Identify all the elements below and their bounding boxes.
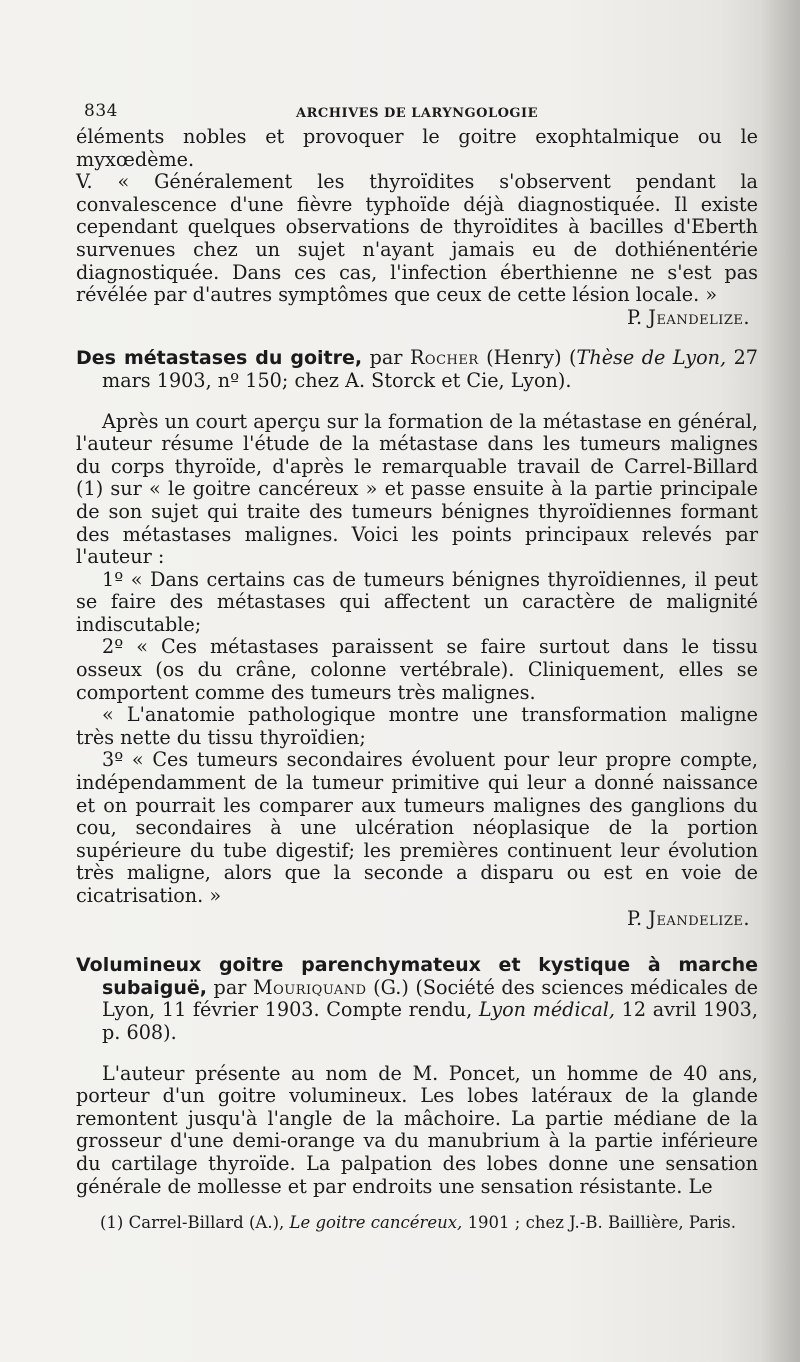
page-content	[76, 92, 758, 1233]
title-author-first: (G.)	[373, 975, 409, 999]
gutter-shadow	[760, 0, 800, 1362]
source-open: (	[569, 346, 577, 370]
footnote-rest: 1901 ; chez J.-B. Baillière, Paris.	[467, 1213, 736, 1233]
page-header	[76, 92, 758, 126]
signature-name: Jeandelize.	[648, 305, 750, 329]
point-two-paragraph: 2º « Ces métastases paraissent se faire surtout dans le tissu osseux (os du crâne, colonne vertébrale). Cliniquement, elles se comportent comme des tumeurs très malignes.	[76, 635, 758, 704]
title-author-first: (Henry)	[486, 346, 562, 370]
intro-paragraph: Après un court aperçu sur la formation de la métastase en général, l'auteur résume l'étude de la métastase dans les tumeurs malignes du corps thyroïde, d'après le remarquable travail de Carrel-Billard (1) sur « le goitre cancéreux » et passe ensuite à la partie principale de son sujet qui traite des tumeurs bénignes thyroïdiennes formant des métastases malignes. Voici les points principaux relevés par l'auteur :	[76, 409, 758, 569]
footnote	[76, 1212, 758, 1233]
spacer	[76, 1045, 758, 1063]
spacer	[76, 393, 758, 411]
signature-name: Jeandelize.	[648, 906, 750, 930]
source-italic: Thèse de Lyon,	[576, 346, 727, 370]
footnote-marker: (1)	[100, 1213, 124, 1233]
footnote-text	[76, 1212, 758, 1233]
point-two-b-paragraph: « L'anatomie pathologique montre une transformation maligne très nette du tissu thyroïdien;	[76, 703, 758, 749]
continued-paragraph: éléments nobles et provoquer le goitre exophtalmique ou le myxœdème.	[76, 125, 758, 171]
title-by: par	[213, 975, 247, 999]
footnote-title: Le goitre cancéreux,	[289, 1213, 463, 1233]
point-three-paragraph: 3º « Ces tumeurs secondaires évoluent pour leur propre compte, indépendamment de la tumeur primitive qui leur a donné naissance et on pourrait les comparer aux tumeurs malignes des ganglions du cou, secondaires à une ulcération néoplasique de la portion supérieure du tube digestif; les premières continuent leur évolution très maligne, alors que la seconde a disparu ou est en voie de cicatrisation. »	[76, 748, 758, 907]
signature-1	[76, 307, 758, 330]
article-title-metastases	[76, 347, 758, 392]
title-author: Mouriquand	[252, 975, 367, 999]
title-by: par	[369, 346, 403, 370]
page-number: 834	[84, 101, 118, 121]
running-title: ARCHIVES DE LARYNGOLOGIE	[296, 106, 538, 121]
point-one-paragraph: 1º « Dans certains cas de tumeurs bénignes thyroïdiennes, il peut se faire des métastases qui affectent un caractère de malignité indiscutable;	[76, 567, 758, 636]
article-title-goitre	[76, 954, 758, 1044]
signature-initial: P.	[627, 305, 643, 329]
title-bold: Des métastases du goitre,	[76, 347, 363, 370]
goitre-body-paragraph: L'auteur présente au nom de M. Poncet, un homme de 40 ans, porteur d'un goitre volumineux. Les lobes latéraux de la glande remontent jusqu'à l'angle de la mâchoire. La partie médiane de la grosseur d'une demi-orange va du manubrium à la partie inférieure du cartilage thyroïde. La palpation des lobes donne une sensation générale de mollesse et par endroits une sensation résistante. Le	[76, 1061, 758, 1198]
signature-2	[76, 908, 758, 931]
source-rest: 12 avril 1903, p. 608).	[102, 998, 758, 1044]
footnote-author: Carrel-Billard (A.),	[128, 1213, 285, 1233]
point-five-paragraph: V. « Généralement les thyroïdites s'observent pendant la convalescence d'une fièvre typhoïde déjà diagnostiquée. Il existe cependant quelques observations de thyroïdites à bacilles d'Eberth survenues chez un sujet n'ayant jamais eu de dothiénentérie diagnostiquée. Dans ces cas, l'infection éberthienne ne s'est pas révélée par d'autres symptômes que ceux de cette lésion locale. »	[76, 170, 758, 307]
source-italic: Lyon médical,	[478, 998, 616, 1022]
source-rest: 27 mars 1903, nº 150; chez A. Storck et Cie, Lyon).	[102, 346, 759, 392]
signature-initial: P.	[627, 906, 643, 930]
title-bold: Volumineux goitre parenchymateux et kystique à marche subaiguë,	[76, 954, 758, 999]
source-pre: (Société des sciences médicales de Lyon, 11 février 1903. Compte rendu,	[102, 975, 758, 1022]
title-author: Rocher	[409, 346, 479, 370]
